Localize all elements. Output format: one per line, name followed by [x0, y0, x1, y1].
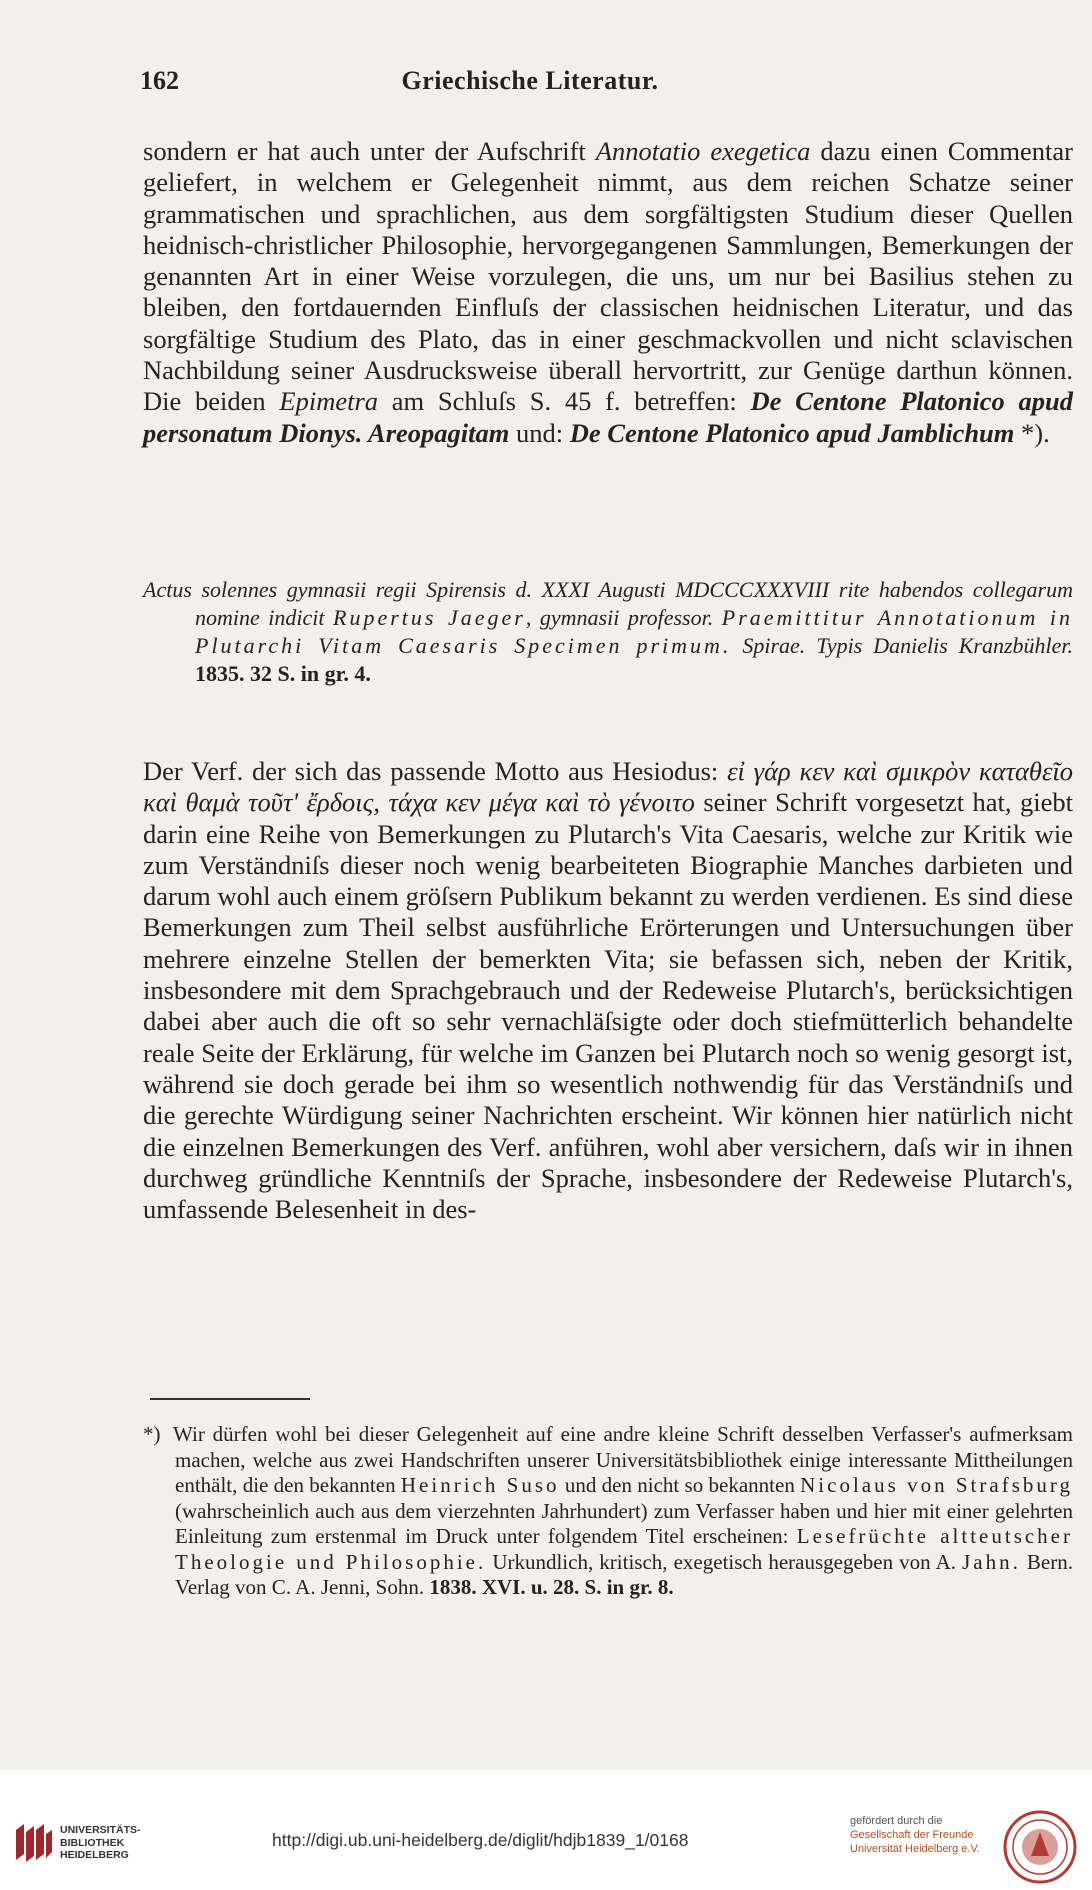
permalink[interactable]: http://digi.ub.uni-heidelberg.de/diglit/hdjb1839_1/0168 [272, 1830, 689, 1850]
sponsor-credit: gefördert durch die Gesellschaft der Freunde Universität Heidelberg e.V. [850, 1815, 980, 1855]
library-name: UNIVERSITÄTS- BIBLIOTHEK HEIDELBERG [60, 1824, 141, 1861]
ub-heidelberg-logo-icon [10, 1820, 56, 1866]
paragraph-1: sondern er hat auch unter der Aufschrift Annotatio exegetica dazu einen Commentar geliefert, in welchem er Gelegenheit nimmt, aus dem reichen Schatze seiner grammatischen und sprachlichen, aus dem sorgfältigsten Studium dieser Quellen heidnisch-christlicher Philosophie, hervorgegangenen Sammlungen, Bemerkungen der genannten Art in einer Weise vorzulegen, die uns, um nur bei Basilius stehen zu bleiben, den fortdauernden Einfluſs der classischen heidnischen Literatur, und das sorgfältige Studium des Plato, das in einer geschmackvollen und nicht sclavischen Nachbildung seiner Ausdrucksweise überall hervortritt, zur Genüge darthun können. Die beiden Epimetra am Schluſs S. 45 f. betreffen: De Centone Platonico apud personatum Dionys. Areopagitam und: De Centone Platonico apud Jamblichum *). [143, 136, 1074, 448]
page-number: 162 [140, 66, 179, 95]
paragraph-2: Der Verf. der sich das passende Motto aus Hesiodus: εἰ γάρ κεν καὶ σμικρὸν καταθεῖο καὶ θαμὰ τοῦτ' ἔρδοις, τάχα κεν μέγα καὶ τὸ γένοιτο seiner Schrift vorgesetzt hat, giebt darin eine Reihe von Bemerkungen zu Plutarch's Vita Caesaris, welche zur Kritik wie zum Verständniſs dieser noch wenig bearbeiteten Biographie Manches darbieten und darum wohl auch einem gröſsern Publikum bekannt zu werden verdienen. Es sind diese Bemerkungen zum Theil selbst ausführliche Erörterungen und Untersuchungen über mehrere einzelne Stellen der bemerkten Vita; sie befassen sich, neben der Kritik, insbesondere mit dem Sprachgebrauch und der Redeweise Plutarch's, berücksichtigen dabei aber auch die oft so sehr vernachläſsigte oder doch stiefmütterlich behandelte reale Seite der Erklärung, für welche im Ganzen bei Plutarch noch so wenig gesorgt ist, während sie doch gerade bei ihm so wesentlich nothwendig für das Verständniſs und die gerechte Würdigung seiner Nachrichten erscheint. Wir können hier natürlich nicht die einzelnen Bemerkungen des Verf. anführen, wohl aber versichern, daſs wir in ihnen durchweg gründliche Kenntniſs der Sprache, insbesondere der Redeweise Plutarch's, umfassende Belesenheit in des- [143, 756, 1073, 1225]
footnote: *) Wir dürfen wohl bei dieser Gelegenheit auf eine andre kleine Schrift desselben Verfasser's aufmerksam machen, welche aus zwei Handschriften unserer Universitätsbibliothek einige interessante Mittheilungen enthält, die den bekannten Heinrich Suso und den nicht so bekannten Nicolaus von Strafsburg (wahrscheinlich auch aus dem vierzehnten Jahrhundert) zum Verfasser haben und hier mit einer gelehrten Einleitung zum erstenmal im Druck unter folgendem Titel erscheinen: Lesefrüchte altteutscher Theologie und Philosophie. Urkundlich, kritisch, exegetisch herausgegeben von A. Jahn. Bern. Verlag von C. A. Jenni, Sohn. 1838. XVI. u. 28. S. in gr. 8. [143, 1422, 1073, 1599]
bibliographic-citation: Actus solennes gymnasii regii Spirensis d. XXXI Augusti MDCCCXXXVIII rite habendos collegarum nomine indicit Rupertus Jaeger, gymnasii professor. Praemittitur Annotationum in Plutarchi Vitam Caesaris Specimen primum. Spirae. Typis Danielis Kranzbühler. 1835. 32 S. in gr. 4. [143, 577, 1074, 686]
running-title: Griechische Literatur. [401, 66, 659, 95]
running-head [140, 66, 920, 96]
university-seal-icon [1003, 1810, 1077, 1884]
greek-quote: εἰ γάρ κεν καὶ σμικρὸν καταθεῖο καὶ θαμὰ τοῦτ' ἔρδοις, τάχα κεν μέγα καὶ τὸ γένοιτο [143, 756, 1073, 818]
digitization-footer [0, 1770, 1092, 1890]
footnote-rule [150, 1398, 310, 1400]
